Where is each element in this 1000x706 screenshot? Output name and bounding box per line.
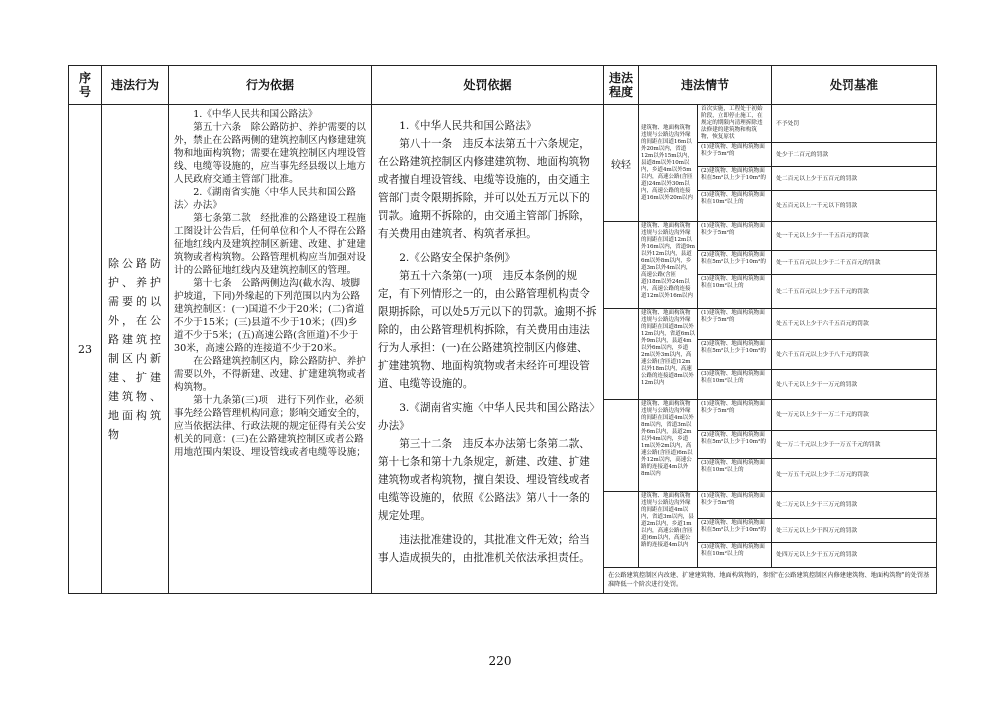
circumstance-cell: 建筑物、地面构筑物违规与公路边沟外缘的间距在国道4m以内，省道3m以内，县道2m以内，乡道1m以内，高速公路(含匝道)6m以内，高速公路的连接道4m以内 <box>639 492 698 568</box>
basis-para: 第五十六条 除公路防护、养护需要的以外，禁止在公路两侧的建筑控制区内修建建筑物和地面构筑物；需要在建筑控制区内埋设管线、电缆等设施的，应当事先经县级以上地方人民政府交通主管部门批准。 <box>174 122 366 185</box>
penalty-para: 第三十二条 违反本办法第七条第二款、第十七条和第十九条规定，新建、改建、扩建建筑物或者构筑物，擅自架设、埋设管线或者电缆等设施的，依照《公路法》第八十一条的规定处理。 <box>378 438 590 522</box>
sub-circumstance: (3)建筑物、地面构筑物面积在10m²以上的 <box>698 191 772 222</box>
sub-circumstance: (2)建筑物、地面构筑物面积在5m²以上少于10m²的 <box>698 340 772 370</box>
standard-cell: 处二百元以上少于五百元的罚款 <box>772 167 937 191</box>
standard-cell: 处二万元以上少于三万元的罚款 <box>772 492 937 519</box>
circumstance-cell: 建筑物、地面构筑物违规与公路边沟外缘的间距在国道16m以外20m以内，省道12m以外15m以内，县道8m以外10m以内，乡道4m以外5m以内，高速公路(含匝道)24m以外30m以内，高速公路的连接道16m以外20m以内 <box>639 105 698 222</box>
header-degree: 违法程度 <box>604 66 639 105</box>
basis-para: 在公路建筑控制区内，除公路防护、养护需要以外，不得新建、改建、扩建建筑物或者构筑物。 <box>174 356 366 393</box>
standard-cell: 处一千元以上少于一千五百元的罚款 <box>772 222 937 251</box>
sub-circumstance: (3)建筑物、地面构筑物面积在10m²以上的 <box>698 275 772 309</box>
sub-circumstance: (3)建筑物、地面构筑物面积在10m²以上的 <box>698 370 772 400</box>
sub-circumstance: (1)建筑物、地面构筑物面积少于5m²的 <box>698 492 772 519</box>
standard-cell: 处一万五千元以上少于二万元的罚款 <box>772 459 937 492</box>
degree-cell <box>604 492 639 568</box>
standard-cell: 处四万元以上少于五万元的罚款 <box>772 543 937 568</box>
circumstance-cell: 建筑物、地面构筑物违规与公路边沟外缘的间距在国道12m以外16m以内，省道9m以外12m以内，县道6m以外8m以内，乡道3m以外4m以内，高速公路(含匝道)18m以外24m以内，高速公路的连接道12m以外16m以内 <box>639 222 698 309</box>
standard-cell: 处二千五百元以上少于五千元的罚款 <box>772 275 937 309</box>
legal-basis <box>169 105 372 594</box>
sub-circumstance: 首次实施，工程处于初始阶段，立即停止施工，在规定的期限内清理拆除违法修建的建筑物和构筑物，恢复原状 <box>698 105 772 143</box>
basis-para: 2.《湖南省实施〈中华人民共和国公路法〉办法》 <box>174 187 356 211</box>
row-seq: 23 <box>69 105 102 594</box>
header-row <box>69 66 937 105</box>
penalty-para: 2.《公路安全保护条例》 <box>399 252 516 264</box>
standard-cell: 处五千元以上少于六千五百元的罚款 <box>772 309 937 340</box>
sub-circumstance: (3)建筑物、地面构筑物面积在10m²以上的 <box>698 459 772 492</box>
degree-cell <box>604 309 639 400</box>
header-seq: 序号 <box>69 66 102 105</box>
standard-cell: 处一万元以上少于一万二千元的罚款 <box>772 400 937 431</box>
basis-para: 第十九条第(三)项 进行下列作业，必须事先经公路管理机构同意；影响交通安全的，应当依据法律、行政法规的规定征得有关公安机关的同意：(三)在公路建筑控制区或者公路用地范围内架设、埋设管线或者电缆等设施； <box>174 395 366 458</box>
basis-para: 第十七条 公路两侧边沟(截水沟、坡脚护坡道，下同)外缘起的下列范围以内为公路建筑控制区：(一)国道不少于20米；(二)省道不少于15米；(三)县道不少于10米；(四)乡道不少于5米；(五)高速公路(含匝道)不少于30米，高速公路的连接道不少于20米。 <box>174 278 365 354</box>
degree-cell: 较轻 <box>604 105 639 222</box>
penalty-para: 3.《湖南省实施〈中华人民共和国公路法〉办法》 <box>378 402 595 432</box>
header-act: 违法行为 <box>102 66 169 105</box>
header-circumstance: 违法情节 <box>639 66 772 105</box>
sub-circumstance: (1)建筑物、地面构筑物面积少于5m²的 <box>698 400 772 431</box>
header-standard: 处罚基准 <box>772 66 937 105</box>
basis-para: 第七条第二款 经批准的公路建设工程施工图设计公告后，任何单位和个人不得在公路征地红线内及建筑控制区新建、改建、扩建建筑物或者构筑物。公路管理机构应当加强对设计的公路征地红线内及建筑控制区的管理。 <box>174 213 366 276</box>
sub-circumstance: (2)建筑物、地面构筑物面积在5m²以上少于10m²的 <box>698 519 772 543</box>
standard-cell: 处少于二百元的罚款 <box>772 143 937 167</box>
circumstance-cell: 建筑物、地面构筑物违规与公路边沟外缘的间距在国道4m以外8m以内，省道3m以外6m以内，县道2m以外4m以内，乡道1m以外2m以内，高速公路(含匝道)6m以外12m以内，高速公路的连接道4m以外8m以内 <box>639 400 698 492</box>
penalty-para: 第八十一条 违反本法第五十六条规定，在公路建筑控制区内修建建筑物、地面构筑物或者擅自埋设管线、电缆等设施的，由交通主管部门责令限期拆除，并可以处五万元以下的罚款。逾期不拆除的，由交通主管部门拆除，有关费用由建筑者、构筑者承担。 <box>378 138 590 240</box>
penalty-table <box>68 65 937 594</box>
basis-para: 1.《中华人民共和国公路法》 <box>193 109 318 120</box>
standard-cell: 处五百元以上一千元以下的罚款 <box>772 191 937 222</box>
degree-cell <box>604 400 639 492</box>
standard-cell: 处一千五百元以上少于二千五百元的罚款 <box>772 251 937 275</box>
sub-circumstance: (1)建筑物、地面构筑物面积少于5m²的 <box>698 143 772 167</box>
circumstance-cell: 建筑物、地面构筑物违规与公路边沟外缘的间距在国道8m以外12m以内，省道6m以外9m以内，县道4m以外6m以内，乡道2m以外3m以内，高速公路(含匝道)12m以外18m以内，高速公路的连接道8m以外12m以内 <box>639 309 698 400</box>
penalty-para: 违法批准建设的，其批准文件无效；给当事人造成损失的，由批准机关依法承担责任。 <box>378 534 590 564</box>
degree-cell <box>604 222 639 309</box>
sub-circumstance: (2)建筑物、地面构筑物面积在5m²以上少于10m²的 <box>698 431 772 459</box>
standard-cell: 不予处罚 <box>772 105 937 143</box>
penalty-para: 第五十六条第(一)项 违反本条例的规定，有下列情形之一的，由公路管理机构责令限期拆除，可以处5万元以下的罚款。逾期不拆除的，由公路管理机构拆除，有关费用由违法行为人承担：(一)在公路建筑控制区内修建、扩建建筑物、地面构筑物或者未经许可埋设管道、电缆等设施的。 <box>378 270 597 390</box>
standard-cell: 处三万元以上少于四万元的罚款 <box>772 519 937 543</box>
sub-circumstance: (2)建筑物、地面构筑物面积在5m²以上少于10m²的 <box>698 167 772 191</box>
standard-cell: 处六千五百元以上少于八千元的罚款 <box>772 340 937 370</box>
note-cell: 在公路建筑控制区内改建、扩建建筑物、地面构筑物的，参照"在公路建筑控制区内修建建筑物、地面构筑物"的处罚基准降低一个阶次进行处罚。 <box>604 568 937 594</box>
page-number: 220 <box>488 654 512 668</box>
sub-circumstance: (1)建筑物、地面构筑物面积少于5m²的 <box>698 309 772 340</box>
sub-circumstance: (3)建筑物、地面构筑物面积在10m²以上的 <box>698 543 772 568</box>
penalty-basis <box>372 105 604 594</box>
header-penalty: 处罚依据 <box>372 66 604 105</box>
table-row <box>69 105 937 143</box>
header-basis: 行为依据 <box>169 66 372 105</box>
standard-cell: 处八千元以上少于一万元的罚款 <box>772 370 937 400</box>
violation-act: 除公路防护、养护需要的以外，在公路建筑控制区内新建、扩建建筑物、地面构筑物 <box>102 105 169 594</box>
penalty-para: 1.《中华人民共和国公路法》 <box>399 120 537 132</box>
sub-circumstance: (2)建筑物、地面构筑物面积在5m²以上少于10m²的 <box>698 251 772 275</box>
sub-circumstance: (1)建筑物、地面构筑物面积少于5m²的 <box>698 222 772 251</box>
standard-cell: 处一万二千元以上少于一万五千元的罚款 <box>772 431 937 459</box>
